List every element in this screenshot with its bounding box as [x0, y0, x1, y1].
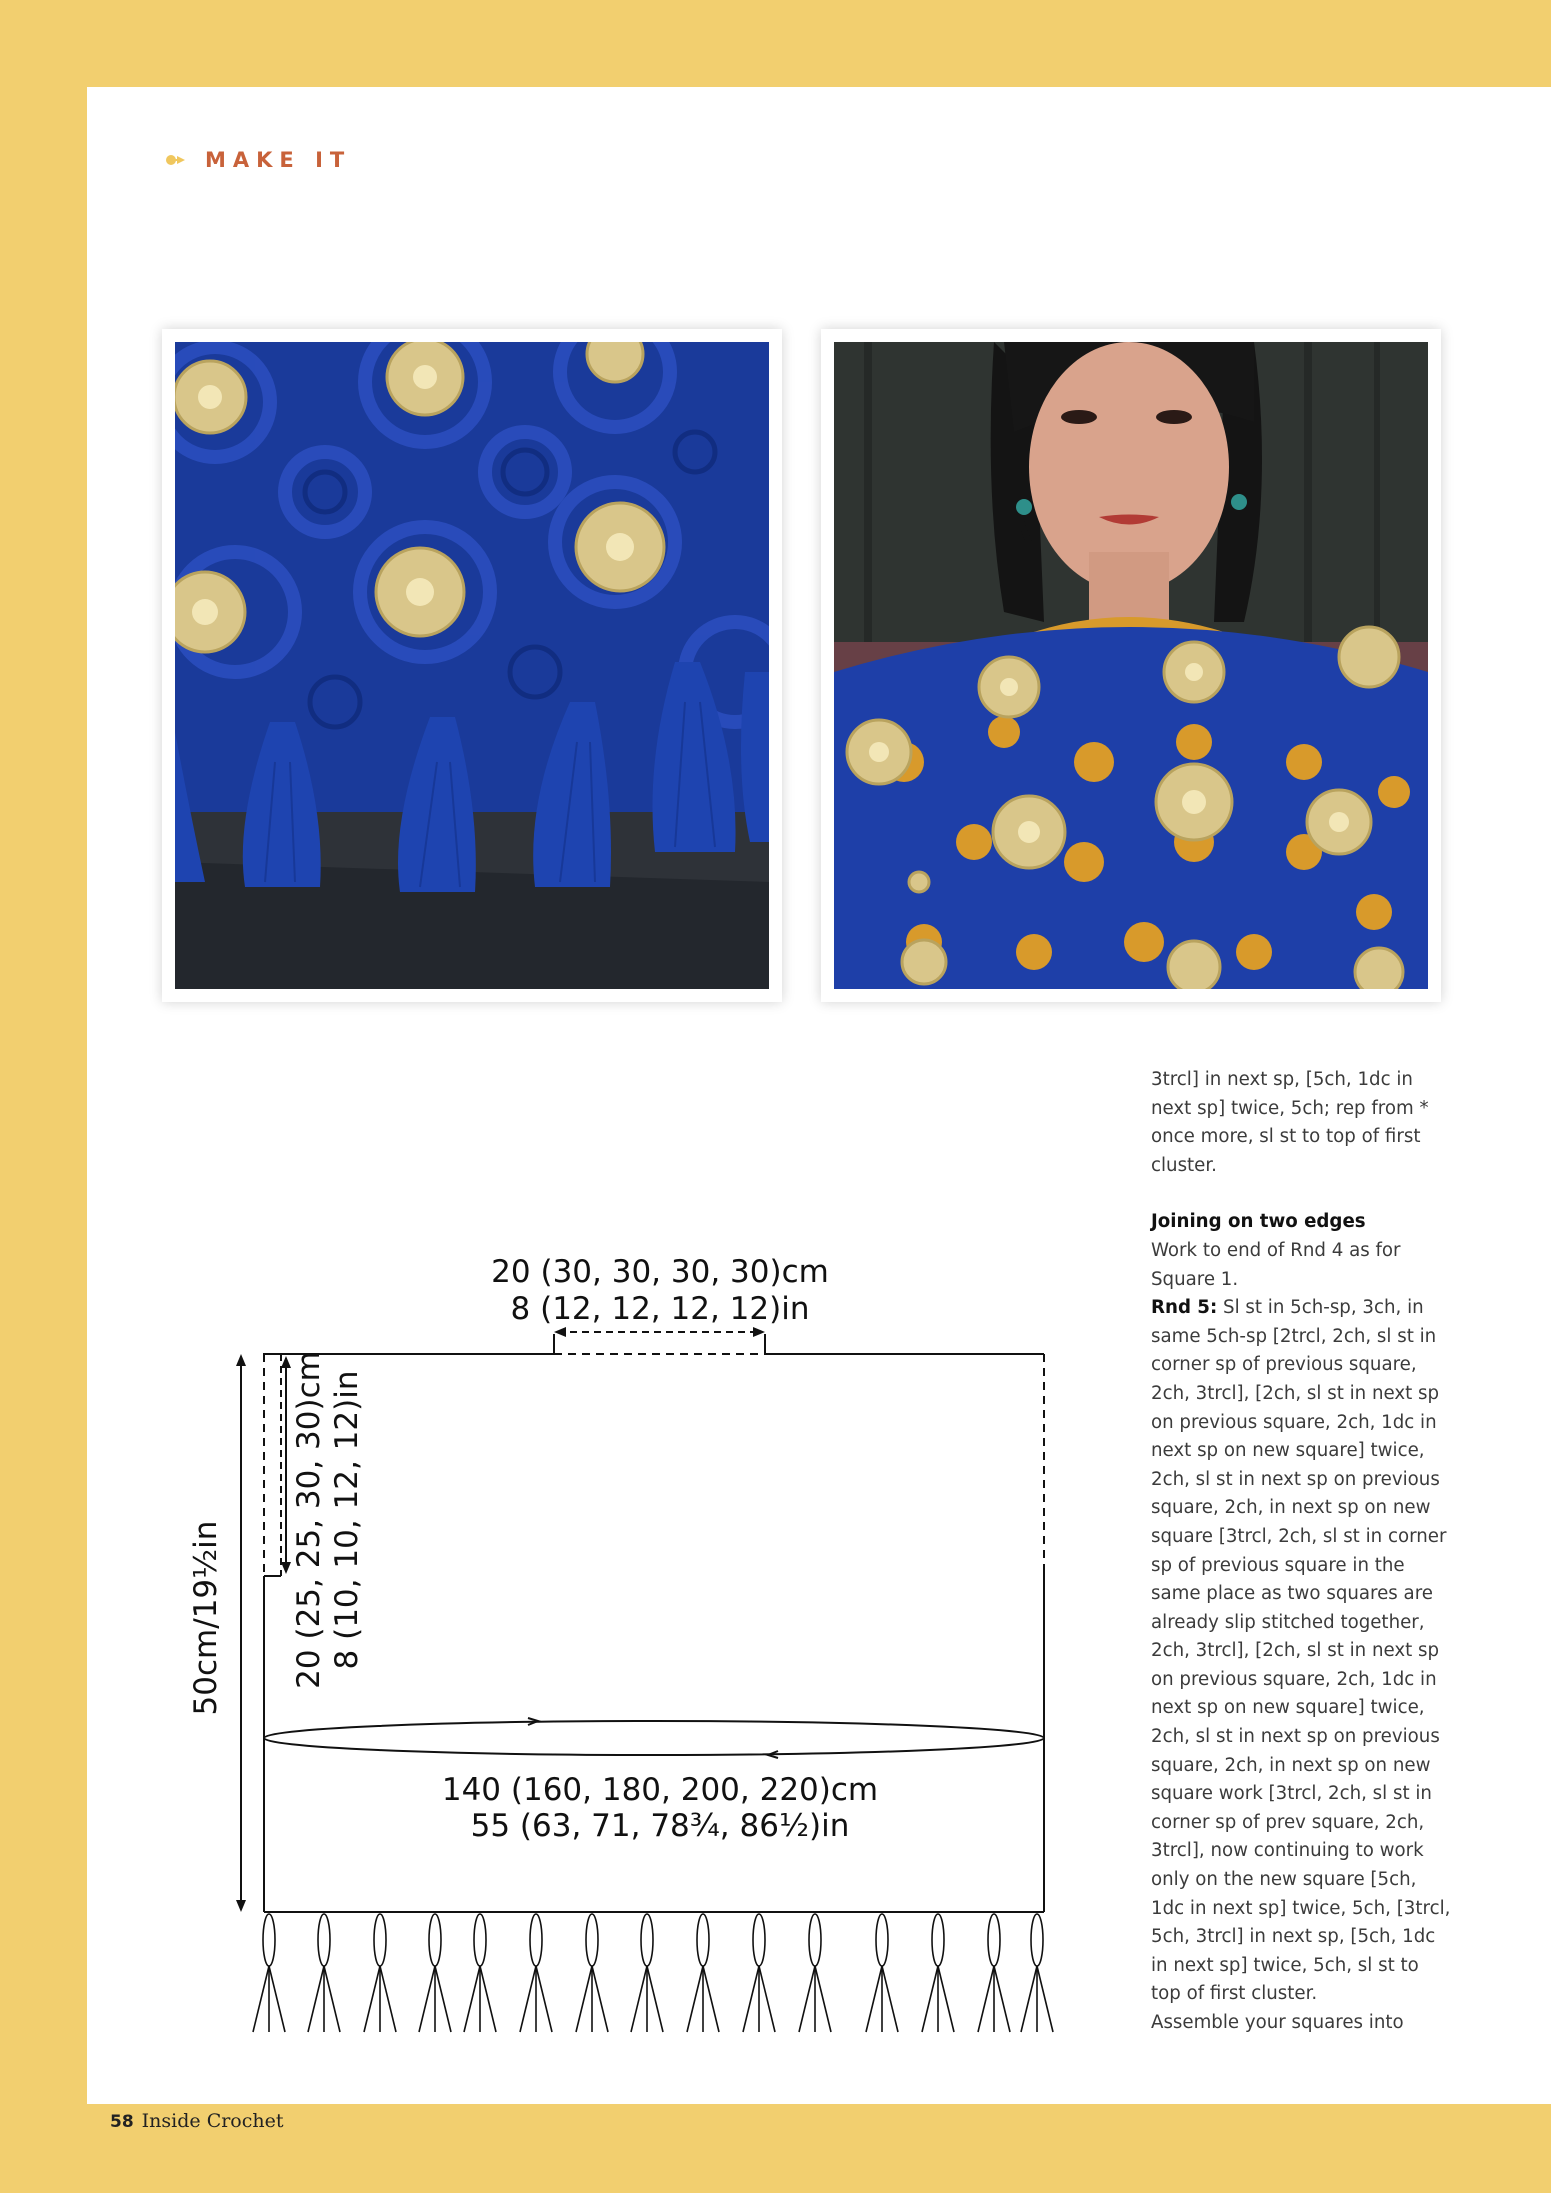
- photo-model-poncho: [821, 329, 1441, 1002]
- instruction-paragraph: Sl st in 5ch-sp, 3ch, in same 5ch-sp [2trcl, 2ch, sl st in corner sp of previous square, 2ch, 3trcl], [2ch, sl st in next sp on previous square, 2ch, 1dc in next sp on new square] twice, 2ch, sl st in next sp on previous square, 2ch, in next sp on new square [3trcl, 2ch, sl st in corner sp of previous square in the same place as two squares are already slip stitched together, 2ch, 3trcl], [2ch, sl st in next sp on previous square, 2ch, 1dc in next sp on new square] twice, 2ch, sl st in next sp on previous square, 2ch, in next sp on new square work [3trcl, 2ch, sl st in corner sp of prev square, 2ch, 3trcl], now continuing to work only on the new square [5ch, 1dc in next sp] twice, 5ch, [3trcl, 5ch, 3trcl] in next sp, [5ch, 1dc in next sp] twice, 5ch, sl st to top of first cluster.: [1151, 1297, 1451, 2005]
- label-side-cm: 20 (25, 25, 30, 30)cm: [291, 1351, 327, 1689]
- label-top-cm: 20 (30, 30, 30, 30)cm: [491, 1254, 829, 1290]
- photo-crochet-detail: [162, 329, 782, 1002]
- schematic-diagram: [180, 1220, 1080, 2060]
- label-circ-in: 55 (63, 71, 78¾, 86½)in: [470, 1808, 850, 1844]
- model-poncho-image: [834, 342, 1428, 989]
- crochet-detail-image: [175, 342, 769, 989]
- instructions-column: [1151, 1066, 1451, 2038]
- magazine-title: Inside Crochet: [141, 2110, 284, 2132]
- label-side-in: 8 (10, 10, 12, 12)in: [329, 1370, 365, 1670]
- label-height: 50cm/19½in: [188, 1520, 224, 1716]
- tassels: [253, 1914, 1053, 2032]
- instruction-paragraph: Work to end of Rnd 4 as for Square 1.: [1151, 1239, 1401, 1290]
- label-top-in: 8 (12, 12, 12, 12)in: [510, 1291, 810, 1327]
- section-title: MAKE IT: [205, 148, 352, 172]
- section-label: [165, 148, 351, 172]
- page-footer: [110, 2110, 284, 2132]
- instruction-paragraph: Assemble your squares into: [1151, 2012, 1404, 2033]
- arrow-icon: [165, 153, 191, 167]
- instruction-paragraph: 3trcl] in next sp, [5ch, 1dc in next sp] twice, 5ch; rep from * once more, sl st to top of first cluster.: [1151, 1069, 1429, 1176]
- round-label: Rnd 5:: [1151, 1297, 1218, 1319]
- section-heading: Joining on two edges: [1151, 1211, 1366, 1233]
- label-circ-cm: 140 (160, 180, 200, 220)cm: [441, 1772, 879, 1808]
- page-number: 58: [110, 2112, 134, 2132]
